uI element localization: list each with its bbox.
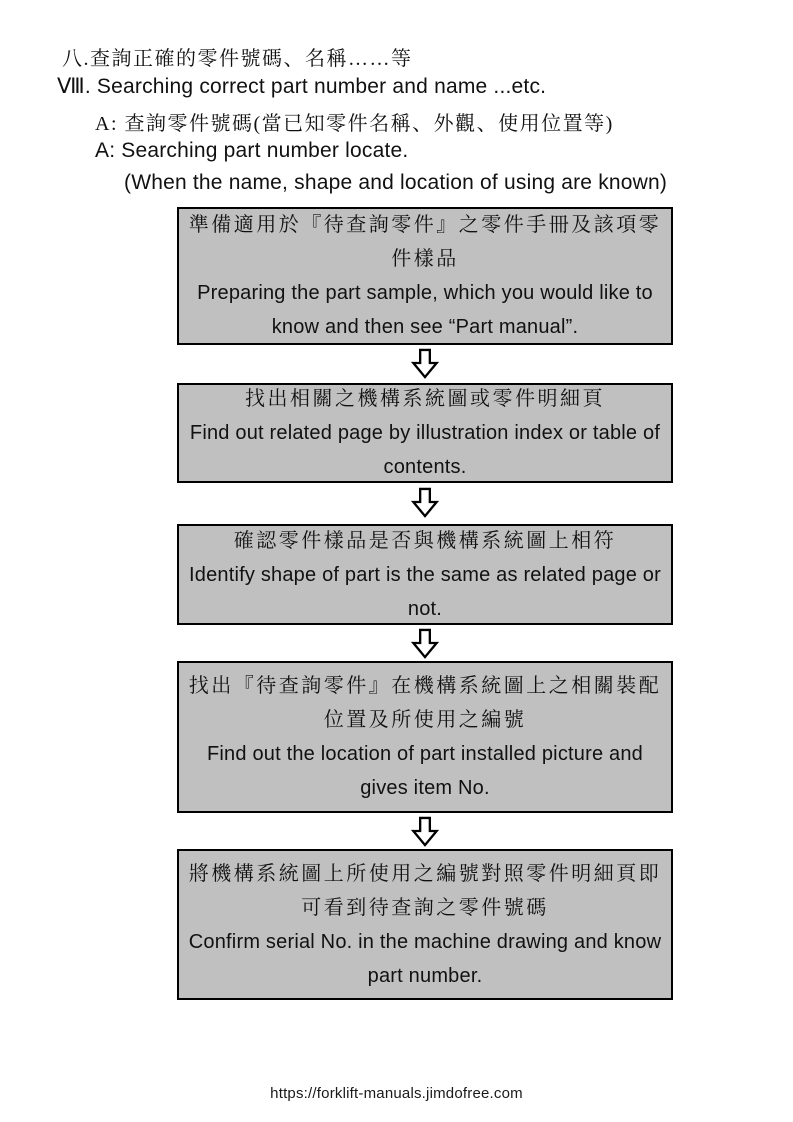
down-arrow-icon bbox=[410, 487, 440, 518]
flow-step-4-text-en: Find out the location of part installed picture and gives item No. bbox=[206, 743, 644, 799]
sub-heading-note-en: (When the name, shape and location of using are known) bbox=[124, 171, 668, 194]
down-arrow-icon bbox=[410, 816, 440, 847]
flow-step-3-text-zh: 確認零件樣品是否與機構系統圖上相符 bbox=[233, 529, 617, 552]
sub-heading-a-en: A: Searching part number locate. bbox=[95, 139, 409, 162]
flow-step-3-text-en: Identify shape of part is the same as related page or not. bbox=[189, 563, 661, 620]
flow-step-5-text-zh: 將機構系統圖上所使用之編號對照零件明細頁即可看到待查詢之零件號碼 bbox=[188, 862, 662, 919]
flow-step-1 bbox=[177, 207, 673, 345]
flow-step-4-text-zh: 找出『待查詢零件』在機構系統圖上之相關裝配位置及所使用之編號 bbox=[188, 675, 662, 731]
section-heading-zh: 八.查詢正確的零件號碼、名稱……等 bbox=[62, 48, 413, 70]
flow-step-2-text-en: Find out related page by illustration index or table of contents. bbox=[189, 422, 661, 478]
down-arrow-icon bbox=[410, 348, 440, 379]
flow-step-3 bbox=[177, 524, 673, 625]
sub-heading-a-zh: A: 查詢零件號碼(當已知零件名稱、外觀、使用位置等) bbox=[95, 113, 614, 135]
flow-step-4 bbox=[177, 661, 673, 813]
flow-step-5 bbox=[177, 849, 673, 1000]
flow-step-2 bbox=[177, 383, 673, 483]
footer-url: https://forklift-manuals.jimdofree.com bbox=[270, 1085, 523, 1102]
flow-step-1-text-zh: 準備適用於『待查詢零件』之零件手冊及該項零件樣品 bbox=[188, 214, 662, 270]
flow-step-2-text-zh: 找出相關之機構系統圖或零件明細頁 bbox=[245, 388, 605, 410]
flow-step-5-text-en: Confirm serial No. in the machine drawing and know part number. bbox=[188, 930, 662, 987]
down-arrow-icon bbox=[410, 628, 440, 659]
section-heading-en: Ⅷ. Searching correct part number and name ...etc. bbox=[57, 75, 547, 98]
flow-step-1-text-en: Preparing the part sample, which you would like to know and then see “Part manual”. bbox=[197, 282, 653, 338]
